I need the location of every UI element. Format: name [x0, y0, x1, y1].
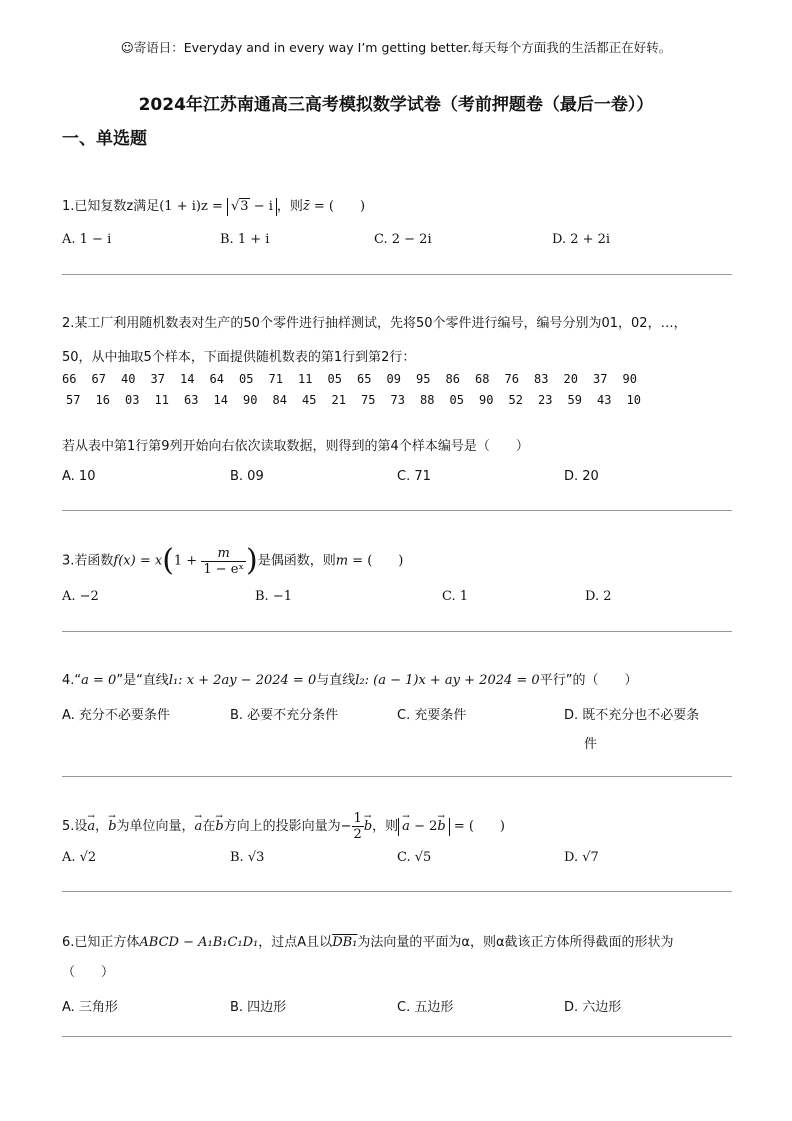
fraction: $\frac{1}{2}$: [353, 811, 362, 842]
divider: [62, 510, 732, 511]
option-c[interactable]: C. 充要条件: [397, 708, 467, 723]
section-heading: 一、单选题: [62, 129, 147, 149]
option-b[interactable]: B. 必要不充分条件: [230, 708, 339, 723]
question-5-options: [62, 850, 732, 872]
option-a[interactable]: A. 充分不必要条件: [62, 708, 170, 723]
question-4-stem: 4.“a = 0”是“直线l₁: x + 2ay − 2024 = 0与直线l₂: (a − 1)x + ay + 2024 = 0平行”的（ ）: [62, 673, 638, 688]
option-d[interactable]: D. 2: [585, 589, 612, 604]
question-2: [62, 315, 732, 333]
abs-expression: √3 − i: [227, 198, 277, 216]
option-c[interactable]: C. 2 − 2i: [374, 232, 432, 247]
question-4-options: [62, 704, 732, 726]
option-c[interactable]: C. √5: [397, 850, 432, 865]
question-6: [62, 934, 732, 952]
divider: [62, 891, 732, 892]
option-a[interactable]: A. 1 − i: [62, 232, 112, 247]
question-1: [62, 198, 732, 216]
option-c[interactable]: C. 五边形: [397, 1000, 454, 1015]
question-1-stem: 1.已知复数z满足(1 + i)z = √3 − i ，则z̄ = ( ): [62, 199, 366, 214]
divider: [62, 274, 732, 275]
random-table-row-2: 57 16 03 11 63 14 90 84 45 21 75 73 88 05 90 52 23 59 43 10: [66, 393, 641, 407]
option-d-wrap: 件: [584, 737, 598, 752]
option-d[interactable]: D. 既不充分也不必要条: [564, 708, 700, 723]
option-a[interactable]: A. −2: [62, 589, 99, 604]
divider: [62, 776, 732, 777]
option-b[interactable]: B. √3: [230, 850, 265, 865]
question-2-stem-line-3: 若从表中第1行第9列开始向右依次读取数据，则得到的第4个样本编号是（ ）: [62, 439, 529, 454]
option-c[interactable]: C. 1: [442, 589, 469, 604]
page-title: 2024年江苏南通高三高考模拟数学试卷（考前押题卷（最后一卷））: [138, 95, 654, 115]
fraction: $\frac{m}{\text{1 − eˣ}}$: [203, 545, 244, 577]
question-1-options: [62, 232, 732, 254]
option-d[interactable]: D. 2 + 2i: [552, 232, 611, 247]
question-6-stem: 6.已知正方体ABCD − A₁B₁C₁D₁，过点A且以DB₁为法向量的平面为α，则α截该正方体所得截面的形状为: [62, 935, 674, 950]
question-2-stem-line-2: 50，从中抽取5个样本，下面提供随机数表的第1行到第2行：: [62, 350, 416, 365]
question-3-options: [62, 589, 732, 611]
option-b[interactable]: B. −1: [255, 589, 292, 604]
question-2-stem-line-1: 2.某工厂利用随机数表对生产的50个零件进行抽样测试，先将50个零件进行编号，编号分别为01，02，…，: [62, 316, 687, 331]
abs-expression: a → − 2b →: [398, 818, 450, 836]
question-6-options: [62, 996, 732, 1018]
option-d[interactable]: D. 20: [564, 469, 599, 484]
option-d[interactable]: D. 六边形: [564, 1000, 622, 1015]
question-4: [62, 672, 732, 690]
random-table-row-1: 66 67 40 37 14 64 05 71 11 05 65 09 95 86 68 76 83 20 37 90: [62, 372, 637, 386]
divider: [62, 631, 732, 632]
option-d[interactable]: D. √7: [564, 850, 599, 865]
option-a[interactable]: A. 三角形: [62, 1000, 118, 1015]
option-a[interactable]: A. √2: [62, 850, 97, 865]
motto: ☺寄语日：Everyday and in every way I’m getting better.每天每个方面我的生活都正在好转。: [120, 40, 672, 55]
question-5: [62, 810, 732, 844]
option-a[interactable]: A. 10: [62, 469, 96, 484]
question-6-stem-line-2: （ ）: [62, 965, 115, 980]
option-c[interactable]: C. 71: [397, 469, 431, 484]
question-5-stem: 5.设a →，b →为单位向量，a →在b →方向上的投影向量为− $\frac{1}{2}$ b →，则 a → − 2b → = ( ): [62, 810, 732, 844]
question-2-options: [62, 469, 732, 491]
question-3: [62, 542, 732, 581]
option-b[interactable]: B. 四边形: [230, 1000, 287, 1015]
question-3-stem: 3.若函数f(x) = x(1 + $\frac{m}{\text{1 − eˣ}}$ )是偶函数，则m = ( ): [62, 543, 404, 578]
option-b[interactable]: B. 1 + i: [220, 232, 270, 247]
option-b[interactable]: B. 09: [230, 469, 264, 484]
divider: [62, 1036, 732, 1037]
